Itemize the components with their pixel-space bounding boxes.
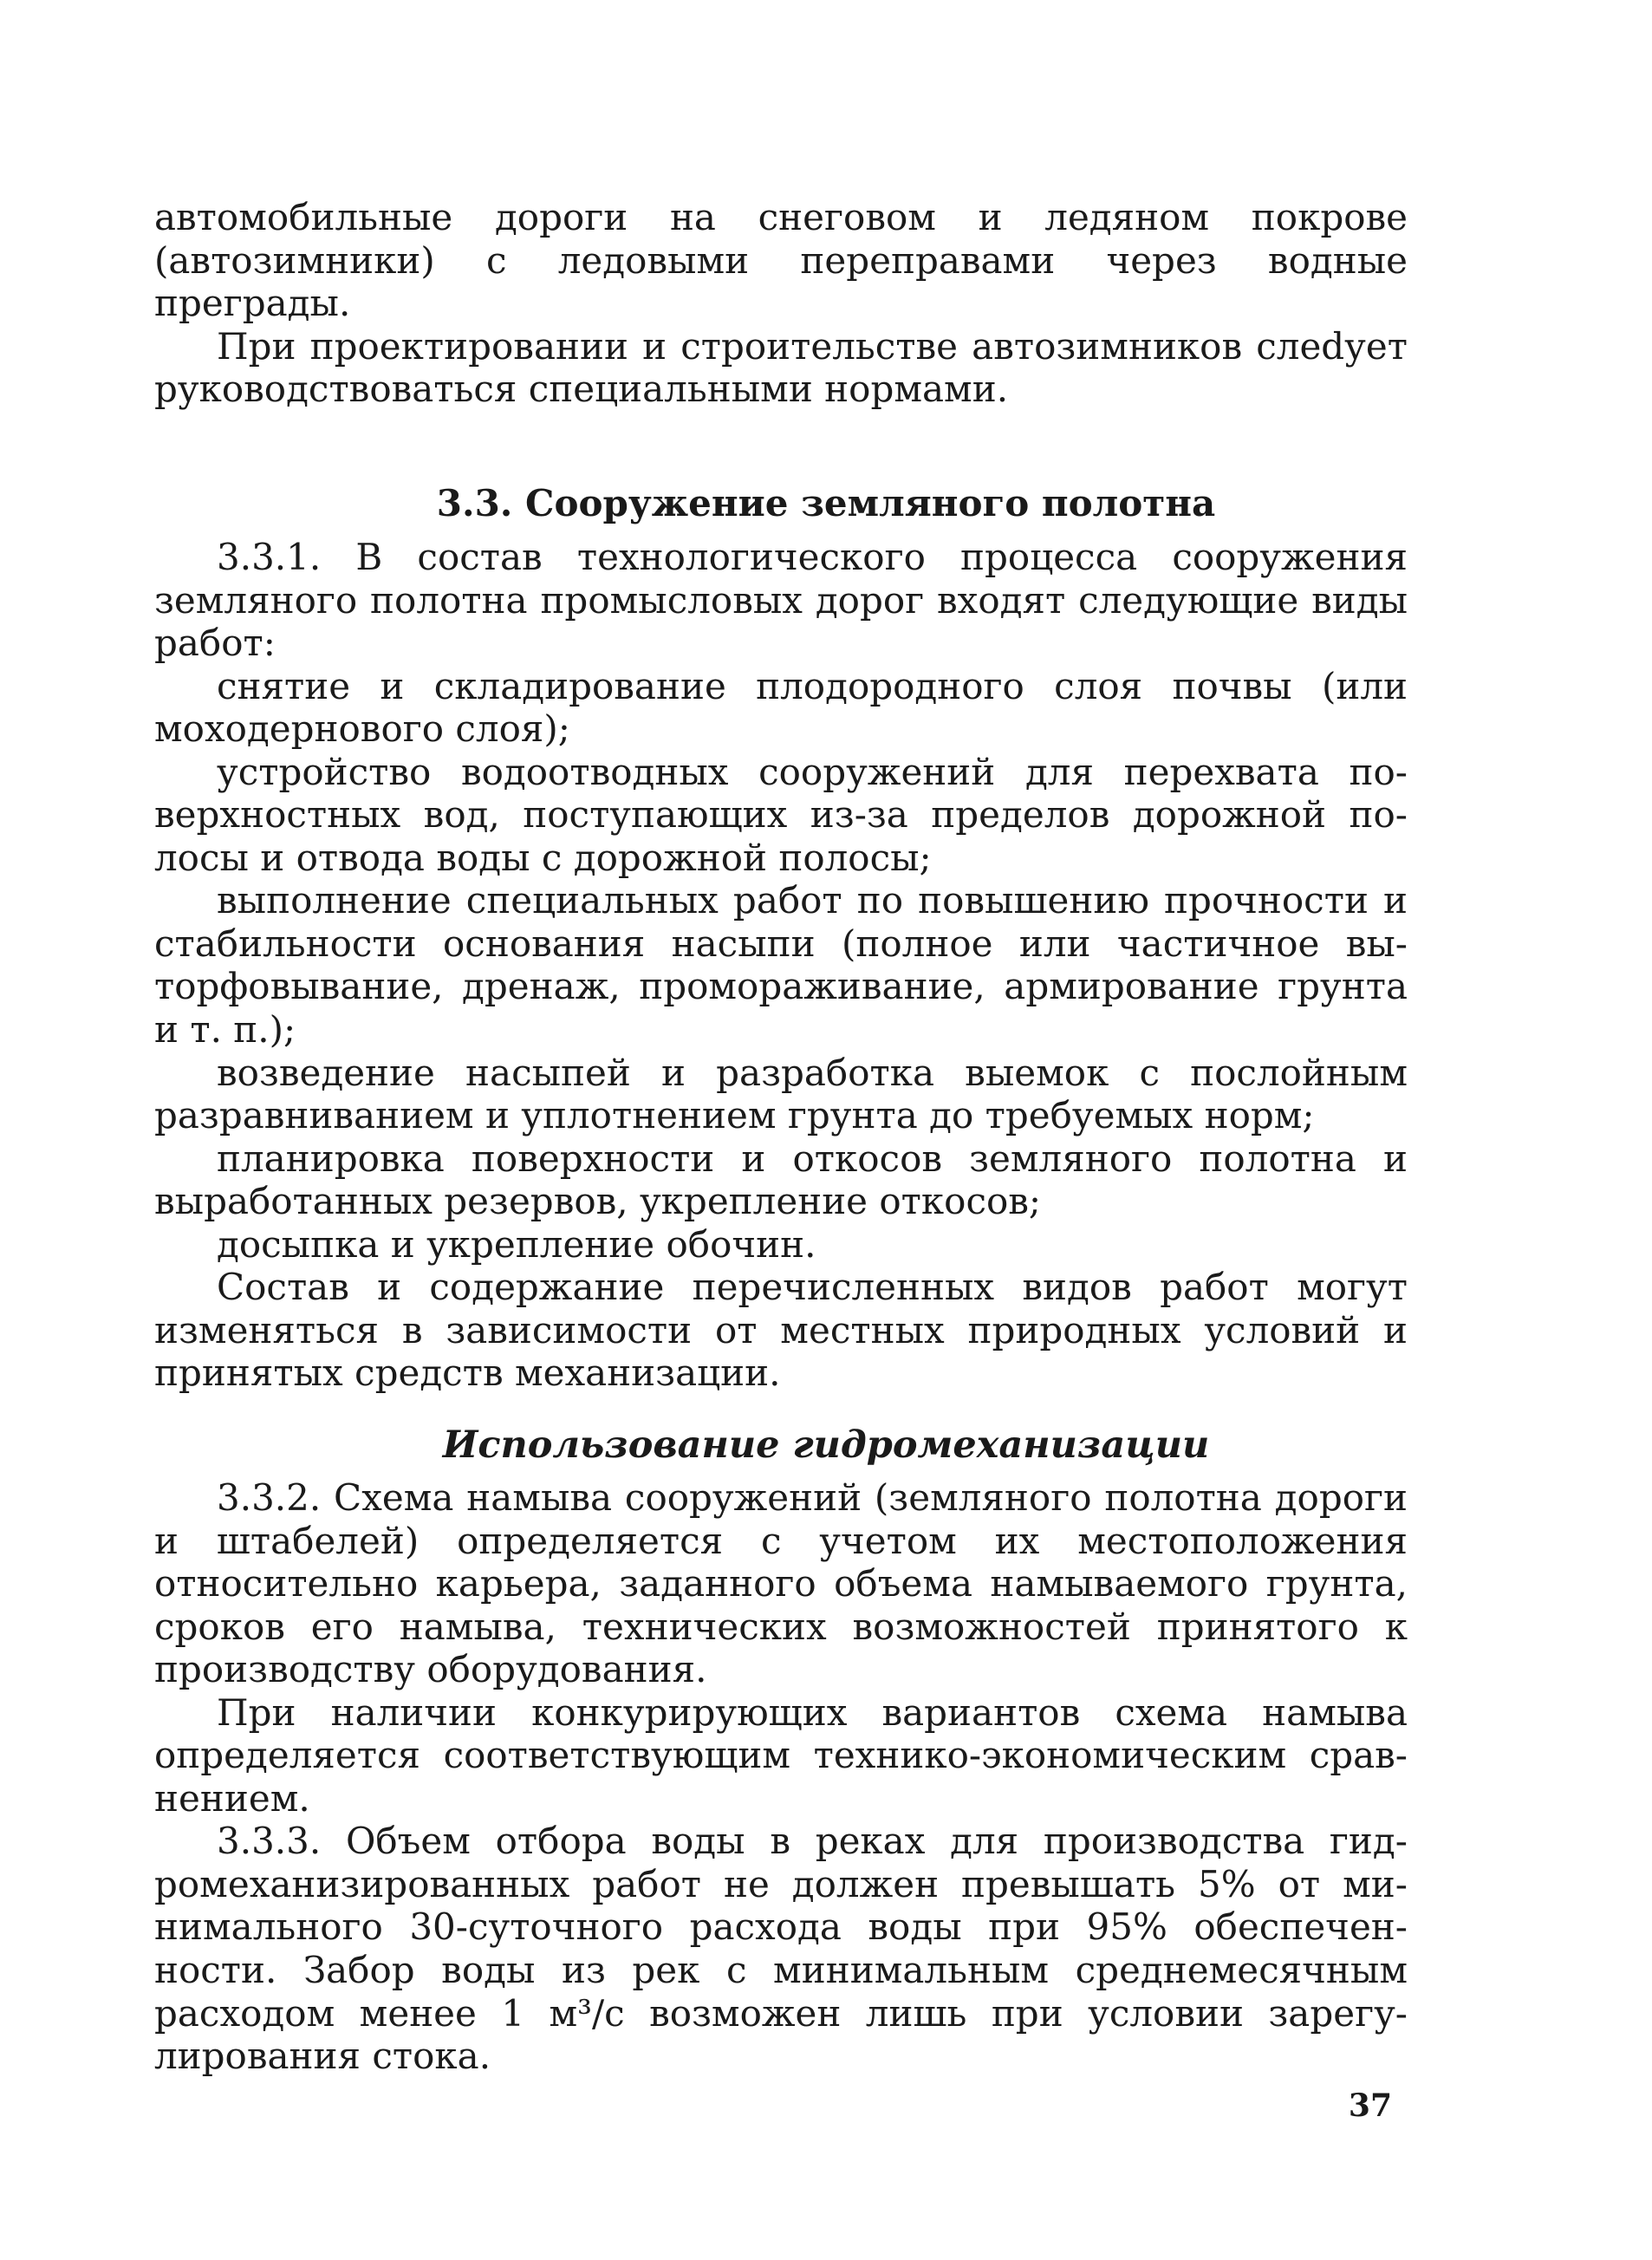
section-heading-3-3: 3.3. Сооружение земляного полотна [436, 482, 1216, 524]
work-item-shoulders: досыпка и укрепление обочин. [217, 1222, 816, 1266]
intro-paragraph-continuation: автомобильные дороги на снеговом и ледяном покрове (автозимники) с ледовыми переправами через водные преграды. [154, 196, 1408, 325]
section-3-3-body [154, 536, 1408, 1395]
subsection-heading-hydromechanization: Использование гидромеханизации [442, 1423, 1210, 1467]
hydro-section-body [154, 1476, 1408, 2078]
paragraph-variants: При наличии конкурирующих вариантов схема намыва определяется соответствующим технико-экономическим сравнением. [154, 1690, 1408, 1820]
intro-paragraph-norms: При проектировании и строительстве автозимников слеdует руководствоваться специальными нормами. [154, 324, 1408, 411]
work-item-grading: планировка поверхности и откосов земляного полотна и выработанных резервов, укрепление откосов; [154, 1137, 1408, 1223]
intro-block [154, 196, 1408, 411]
work-item-embankment: возведение насыпей и разработка выемок с послойным разравниванием и уплотнением грунта до требуемых норм; [154, 1051, 1408, 1137]
page-number: 37 [1348, 2087, 1392, 2124]
paragraph-3-3-2: 3.3.2. Схема намыва сооружений (земляного полотна дороги и штабелей) определяется с учетом их местоположения относительно карьера, заданного объема намываемого грунта, сроков его намыва, технических возможностей принятого к производству оборудования. [154, 1476, 1408, 1691]
paragraph-3-3-3: 3.3.3. Объем отбора воды в реках для производства гидромеханизированных работ не должен превышать 5% от минимального 30-суточного расхода воды при 95% обеспеченности. Забор воды из рек с минимальным среднемесячным расходом менее 1 м³/с возможен лишь при условии зарегулирования стока. [154, 1820, 1408, 2078]
paragraph-3-3-1: 3.3.1. В состав технологического процесса сооружения земляного полотна промысловых дорог входят следующие виды работ: [154, 536, 1408, 665]
work-item-topsoil: снятие и складирование плодородного слоя почвы (или моходернового слоя); [154, 664, 1408, 751]
work-item-strengthening: выполнение специальных работ по повышению прочности и стабильности основания насыпи (полное или частичное выторфовывание, дренаж, промораживание, армирование грунта и т. п.); [154, 879, 1408, 1052]
work-item-drainage: устройство водоотводных сооружений для перехвата поверхностных вод, поступающих из-за пределов дорожной полосы и отвода воды с дорожной полосы; [154, 750, 1408, 879]
paragraph-composition: Состав и содержание перечисленных видов работ могут изменяться в зависимости от местных природных условий и принятых средств механизации. [154, 1266, 1408, 1395]
